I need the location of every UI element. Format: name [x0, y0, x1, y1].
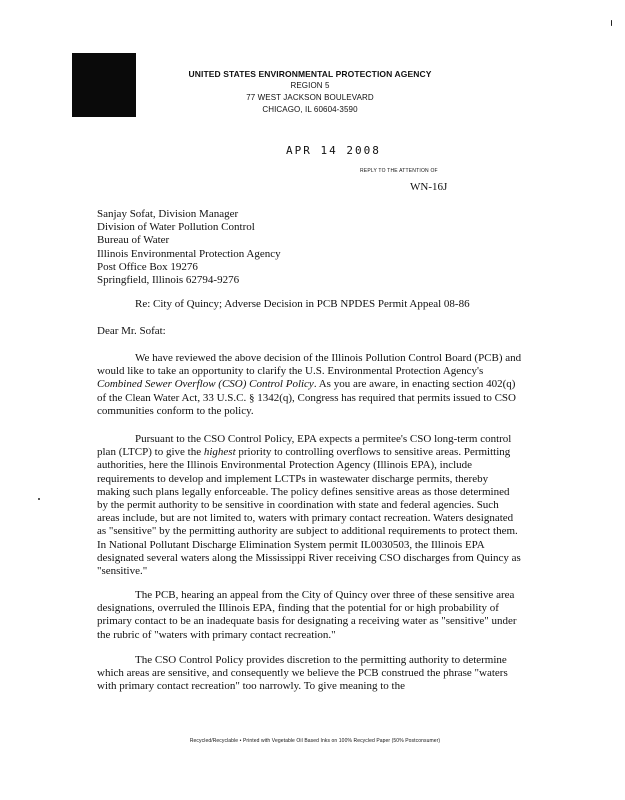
- letterhead: [150, 68, 470, 116]
- p2-emphasis: highest: [203, 446, 236, 459]
- p2-text-b: priority to controlling overflows to sensitive areas. Permitting authorities, here the Illinois Environmental Protection Agency (Illinois EPA), include requirements to develop and implement LCTPs in wastewater discharge permits, thereby making such plans legally enforceable. The policy defines sensitive areas as those determined by the permit authority to be sensitive in coordination with state and federal agencies. Such areas include, but are not limited to, waters with primary contact recreation. Waters designated as "sensitive" by the permitting authority are subject to additional requirements to protect them. In National Pollutant Discharge Elimination System permit IL0030503, the Illinois EPA designated several waters along the Mississippi River receiving CSO discharges from Quincy as "sensitive.": [97, 446, 521, 578]
- recipient-agency: Illinois Environmental Protection Agency: [97, 247, 281, 260]
- recipient-city: Springfield, Illinois 62794-9276: [97, 274, 240, 287]
- scan-speck: [38, 498, 40, 500]
- body-paragraph-2: [97, 433, 523, 578]
- street-address: 77 WEST JACKSON BOULEVARD: [246, 93, 374, 102]
- mail-code: WN-16J: [410, 181, 448, 193]
- agency-name: UNITED STATES ENVIRONMENTAL PROTECTION AGENCY: [188, 69, 432, 79]
- recipient-po-box: Post Office Box 19276: [97, 260, 198, 273]
- p2-text-a: Pursuant to the CSO Control Policy, EPA expects a permitee's CSO long-term control plan (LTCP) to give the: [97, 433, 512, 459]
- p1-policy-title: Combined Sewer Overflow (CSO) Control Policy: [97, 378, 314, 391]
- body-paragraph-4: The CSO Control Policy provides discretion to the permitting authority to determine which areas are sensitive, and consequently we believe the PCB construed the phrase "waters with primary contact recreation" too narrowly. To give meaning to the: [97, 654, 508, 693]
- scan-speck: [611, 20, 612, 26]
- salutation: Dear Mr. Sofat:: [97, 325, 166, 337]
- epa-logo-block: [72, 53, 136, 117]
- recipient-division: Division of Water Pollution Control: [97, 221, 255, 234]
- recipient-name: Sanjay Sofat, Division Manager: [97, 208, 239, 220]
- p1-text-a: We have reviewed the above decision of the Illinois Pollution Control Board (PCB) and would like to take an opportunity to clarify the U.S. Environmental Protection Agency's: [97, 352, 522, 378]
- region: REGION 5: [290, 81, 330, 90]
- city-address: CHICAGO, IL 60604-3590: [262, 105, 358, 114]
- subject-line: Re: City of Quincy; Adverse Decision in PCB NPDES Permit Appeal 08-86: [135, 298, 470, 310]
- recipient-address: [97, 208, 281, 287]
- body-paragraph-1: [97, 352, 523, 418]
- recycled-paper-footer: Recycled/Recyclable • Printed with Vegetable Oil Based Inks on 100% Recycled Paper (50% Postconsumer): [189, 738, 441, 744]
- body-paragraph-3: The PCB, hearing an appeal from the City of Quincy over three of these sensitive area designations, overruled the Illinois EPA, finding that the potential for or high probability of primary contact to be an inadequate basis for designating a receiving water as "sensitive" under the rubric of "waters with primary contact recreation.": [97, 589, 517, 641]
- reply-attention-label: REPLY TO THE ATTENTION OF: [360, 168, 438, 174]
- recipient-bureau: Bureau of Water: [97, 234, 170, 247]
- date-stamp: APR 14 2008: [286, 144, 381, 157]
- p1-text-b: . As you are aware, in enacting section 402(q) of the Clean Water Act, 33 U.S.C. § 1342(q), Congress has required that permits issued to CSO communities conform to the policy.: [97, 378, 516, 417]
